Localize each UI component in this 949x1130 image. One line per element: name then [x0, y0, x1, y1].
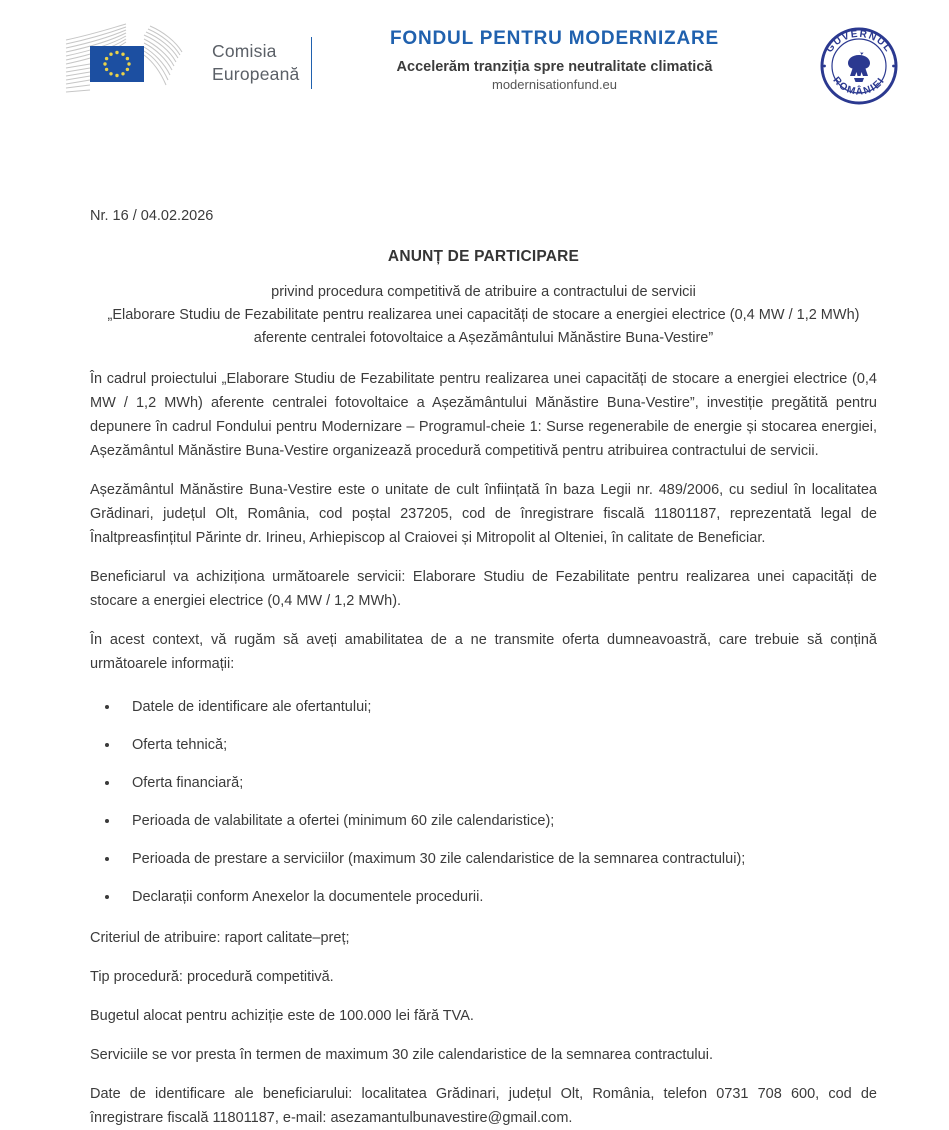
offer-requirements-list: [120, 695, 877, 909]
fund-website: modernisationfund.eu: [491, 77, 618, 92]
gov-arc-bottom: ROMÂNIEI: [830, 75, 888, 98]
ec-wordmark: [212, 40, 299, 85]
paragraph-procedure-type: Tip procedură: procedură competitivă.: [90, 969, 334, 985]
paragraph-budget: Bugetul alocat pentru achiziție este de 100.000 lei fără TVA.: [90, 1008, 474, 1024]
paragraph-services: Beneficiarul va achiziționa următoarele servicii: Elaborare Studiu de Fezabilitate pentru realizarea unei capacități de stocare a energiei electrice (0,4 MW / 1,2 MWh).: [90, 569, 877, 609]
ec-mark-icon: [64, 22, 204, 103]
paragraph-delivery-term: Serviciile se vor presta în termen de maximum 30 zile calendaristice de la semnarea contractului.: [90, 1047, 713, 1063]
fund-header-block: [312, 22, 797, 92]
gov-arc-top: GUVERNUL: [824, 28, 894, 55]
list-item: • Oferta financiară;: [120, 771, 877, 795]
european-commission-logo: [64, 22, 312, 103]
list-item: • Oferta tehnică;: [120, 733, 877, 757]
subtitle-line-2: „Elaborare Studiu de Fezabilitate pentru realizarea unei capacități de stocare a energiei electrice (0,4 MW / 1,2 MWh): [107, 307, 860, 323]
paragraph-beneficiary-identity: Așezământul Mănăstire Buna-Vestire este o unitate de cult înființată în baza Legii nr. 489/2006, cu sediul în localitatea Grădinari, județul Olt, România, cod poștal 237205, cod de înregistrare fiscală 11801187, reprezentată legal de Înaltpreasfințitul Părinte dr. Irineu, Arhiepiscop al Craiovei și Mitropolit al Olteniei, în calitate de Beneficiar.: [90, 482, 877, 546]
fund-title: FONDUL PENTRU MODERNIZARE: [390, 28, 719, 49]
page-header: [0, 0, 949, 114]
document-body: [0, 208, 949, 1130]
document-title: ANUNȚ DE PARTICIPARE: [387, 248, 580, 265]
ec-name-line2: Europeană: [212, 63, 300, 84]
subtitle-line-3: aferente centralei fotovoltaice a Așezământului Mănăstire Buna-Vestire”: [253, 330, 714, 346]
fund-tagline: Accelerăm tranziția spre neutralitate climatică: [396, 59, 713, 75]
document-reference: Nr. 16 / 04.02.2026: [90, 208, 214, 224]
list-item: • Declarații conform Anexelor la documentele procedurii.: [120, 885, 877, 909]
subtitle-line-1: privind procedura competitivă de atribuire a contractului de servicii: [271, 284, 696, 300]
document-subtitle: [90, 281, 877, 350]
paragraph-beneficiary-contact: Date de identificare ale beneficiarului: localitatea Grădinari, județul Olt, România, telefon 0731 708 600, cod de înregistrare fiscală 11801187, e-mail: asezamantulbunavestire@gmail.com.: [90, 1086, 877, 1126]
eu-flag-icon: [90, 46, 144, 82]
list-item: • Perioada de valabilitate a ofertei (minimum 60 zile calendaristice);: [120, 809, 877, 833]
paragraph-award-criterion: Criteriul de atribuire: raport calitate–preț;: [90, 930, 350, 946]
ec-name-line1: Comisia: [212, 41, 277, 62]
paragraph-offer-request: În acest context, vă rugăm să aveți amabilitatea de a ne transmite oferta dumneavoastră, care trebuie să conțină următoarele informații:: [90, 632, 877, 672]
list-item: • Perioada de prestare a serviciilor (maximum 30 zile calendaristice de la semnarea contractului);: [120, 847, 877, 871]
paragraph-project-context: În cadrul proiectului „Elaborare Studiu de Fezabilitate pentru realizarea unei capacități de stocare a energiei electrice (0,4 MW / 1,2 MWh) aferente centralei fotovoltaice a Așezământului Mănăstire Buna-Vestire”, investiție pregătită pentru depunere în cadrul Fondului pentru Modernizare – Programul-cheie 1: Surse regenerabile de energie și stocarea energiei, Așezământul Mănăstire Buna-Vestire organizează procedură competitivă pentru atribuirea contractului de servicii.: [90, 371, 877, 459]
romanian-government-seal-icon: [797, 22, 905, 113]
list-item: • Datele de identificare ale ofertantului;: [120, 695, 877, 719]
